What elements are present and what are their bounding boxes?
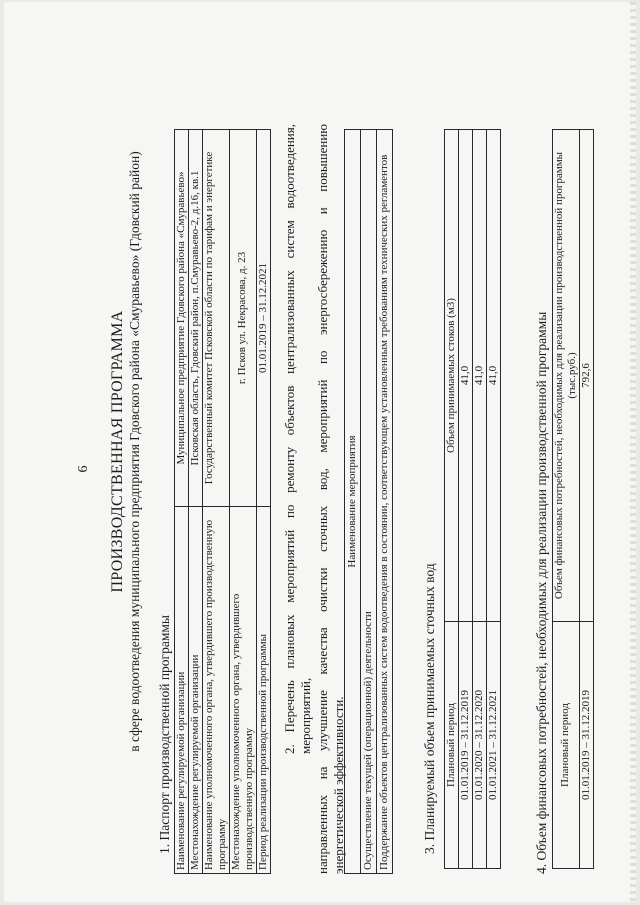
- table-row: [445, 130, 459, 869]
- volume-cell: 41,0: [486, 130, 500, 622]
- period-cell: 01.01.2021 – 31.12.2021: [486, 622, 500, 869]
- passport-value: Псковская область, Гдовский район, п.Смуравьево-2, д.16, кв.1: [188, 130, 202, 507]
- passport-value: г. Псков ул. Некрасова, д. 23: [229, 130, 256, 507]
- table-row: [579, 130, 593, 869]
- measures-table: [344, 129, 393, 874]
- volume-cell: 41,0: [472, 130, 486, 622]
- finance-cell: 792,6: [579, 130, 593, 622]
- table-row: [345, 130, 361, 874]
- table-row: [175, 130, 189, 874]
- volume-cell: 41,0: [458, 130, 472, 622]
- period-cell: 01.01.2020 – 31.12.2020: [472, 622, 486, 869]
- section3-heading: 3. Планируемый объем принимаемых сточных вод: [422, 563, 437, 854]
- column-header: Плановый период: [553, 622, 580, 869]
- column-header: Объем финансовых потребностей, необходимых для реализации производственной программы (тыс.руб.): [553, 130, 580, 622]
- table-row: [376, 130, 392, 874]
- passport-table: [174, 129, 271, 874]
- measure-item: Поддержание объектов централизованных систем водоотведения в состоянии, соответствующем установленным требованиям технических регламентов: [376, 130, 392, 874]
- document-subtitle: в сфере водоотведения муниципального предприятия Гдовского района «Смуравьево» (Гдовский район): [127, 151, 142, 752]
- rotated-page: [14, 9, 624, 894]
- passport-key: Период реализации производственной программы: [256, 507, 270, 874]
- period-cell: 01.01.2019 – 31.12.2019: [579, 622, 593, 869]
- measure-item: Осуществление текущей (операционной) деятельности: [360, 130, 376, 874]
- document-title: ПРОИЗВОДСТВЕННАЯ ПРОГРАММА: [109, 310, 126, 593]
- document-sheet: [4, 2, 636, 902]
- section2-text: [282, 124, 347, 874]
- section4-heading: 4. Объем финансовых потребностей, необходимых для реализации производственной программы: [534, 311, 549, 874]
- period-cell: 01.01.2019 – 31.12.2019: [458, 622, 472, 869]
- scan-edge: [630, 2, 636, 902]
- section2-line: энергетической эффективности.: [330, 696, 346, 874]
- table-row: [229, 130, 256, 874]
- passport-value: 01.01.2019 – 31.12.2021: [256, 130, 270, 507]
- table-row: [458, 130, 472, 869]
- passport-key: Наименование уполномоченного органа, утвердившего производственную программу: [202, 507, 229, 874]
- passport-value: Государственный комитет Псковской области по тарифам и энергетике: [202, 130, 229, 507]
- column-header: Плановый период: [445, 622, 459, 869]
- measures-header: Наименование мероприятия: [345, 130, 361, 874]
- table-row: [188, 130, 202, 874]
- table-row: [202, 130, 229, 874]
- passport-key: Местонахождение регулируемой организации: [188, 507, 202, 874]
- finance-table: [552, 129, 594, 869]
- table-row: [472, 130, 486, 869]
- passport-key: Наименование регулируемой организации: [175, 507, 189, 874]
- table-row: [486, 130, 500, 869]
- passport-value: Муниципальное предприятие Гдовского района «Смуравьево»: [175, 130, 189, 507]
- table-row: [256, 130, 270, 874]
- section2-line: 2. Перечень плановых мероприятий по ремонту объектов централизованных систем водоотведения, мероприятий,: [282, 124, 314, 754]
- page-number: 6: [76, 465, 91, 473]
- table-row: [553, 130, 580, 869]
- table-row: [360, 130, 376, 874]
- volume-table: [444, 129, 501, 869]
- section2-line: направленных на улучшение качества очистки сточных вод, мероприятий по энергосбережению и повышению: [314, 124, 330, 874]
- passport-key: Местонахождение уполномоченного органа, утвердившего производственную программу: [229, 507, 256, 874]
- section1-heading: 1. Паспорт производственной программы: [157, 615, 172, 854]
- column-header: Объем принимаемых стоков (м3): [445, 130, 459, 622]
